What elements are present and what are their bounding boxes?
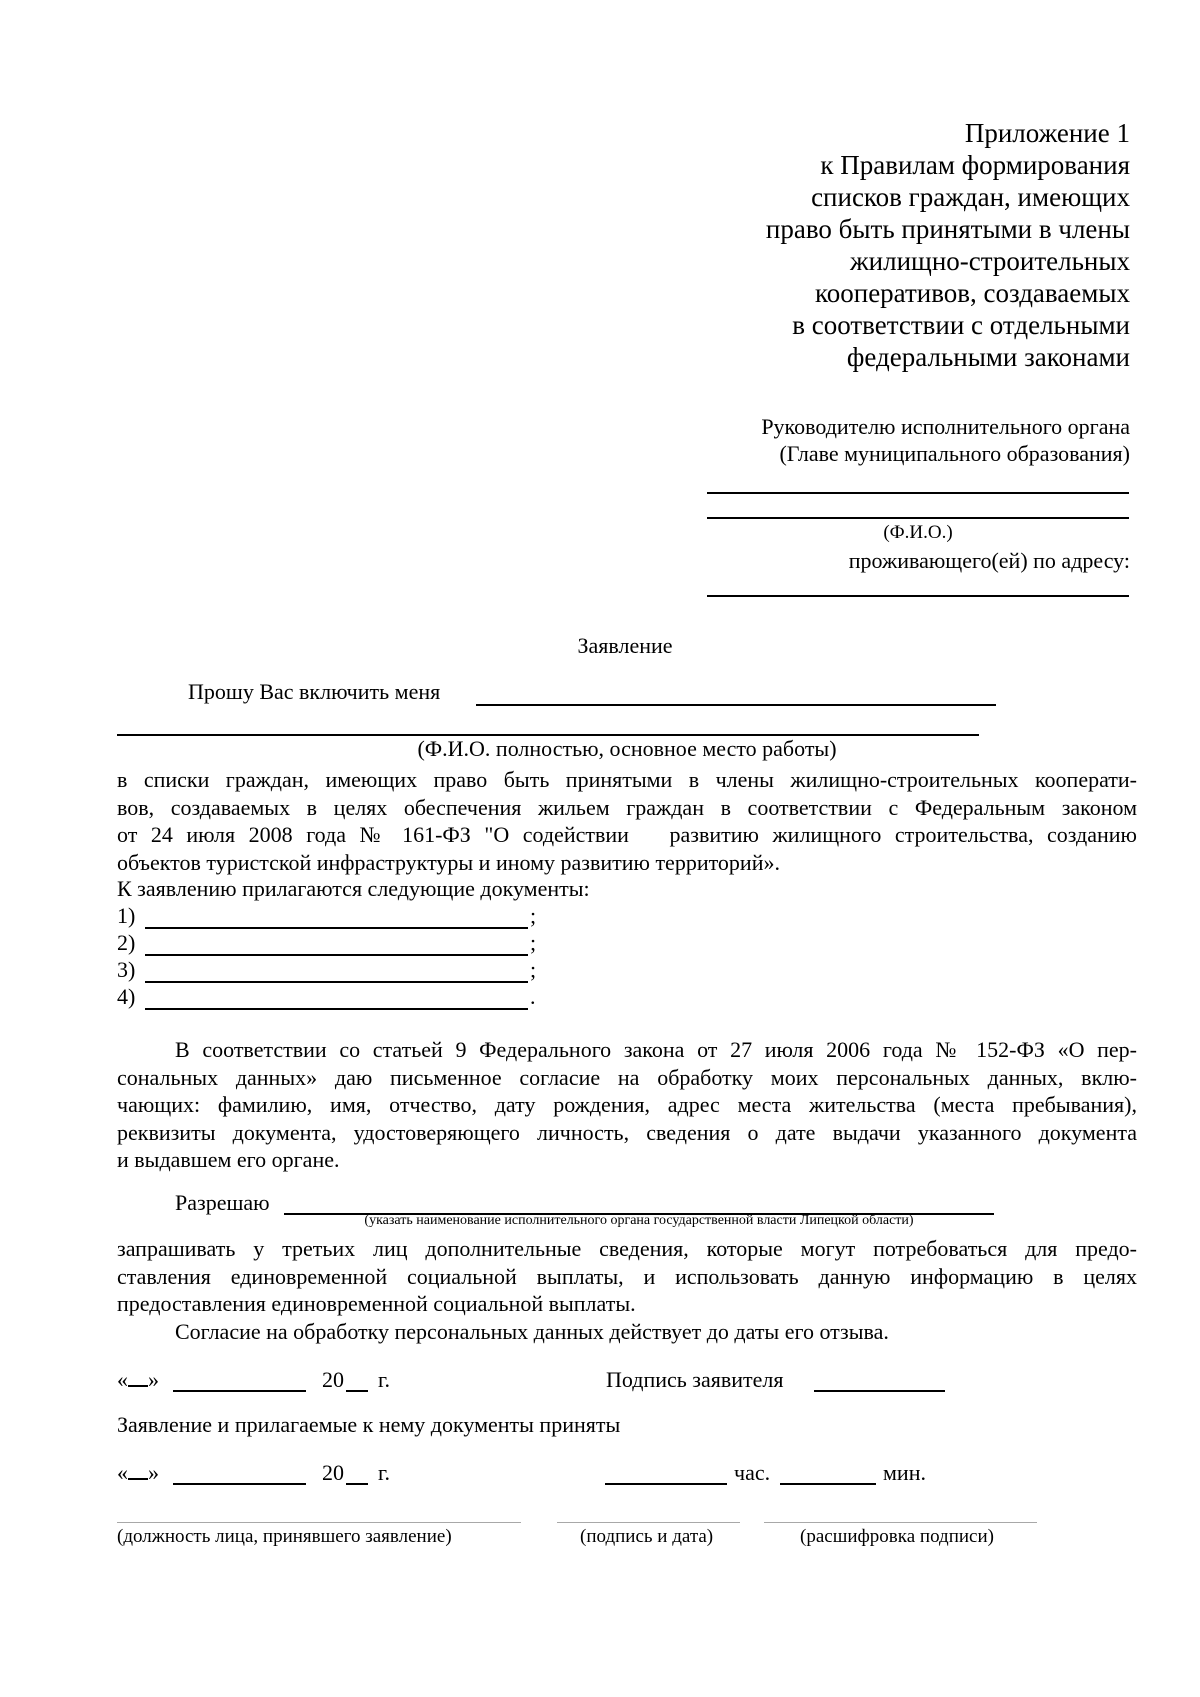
body-line: от 24 июля 2008 года № 161-ФЗ "О содействии развитию жилищного строительства, созданию	[117, 822, 1137, 847]
body-line: в списки граждан, имеющих право быть принятыми в члены жилищно-строительных кооперати-	[117, 767, 1137, 792]
year-prefix: 20	[322, 1367, 344, 1392]
permission-line: ставления единовременной социальной выплаты, и использовать данную информацию в целях	[117, 1263, 1137, 1289]
attachment-end: .	[530, 984, 536, 1009]
attachment-fill-line[interactable]	[145, 981, 528, 983]
permission-lead: Разрешаю	[175, 1190, 270, 1215]
permission-caption: (указать наименование исполнительного органа государственной власти Липецкой области)	[364, 1213, 914, 1228]
body-line: объектов туристской инфраструктуры и иному развитию территорий».	[117, 849, 780, 875]
attachment-number: 3)	[117, 957, 136, 982]
appendix-line: кооперативов, создаваемых	[815, 278, 1130, 308]
decoding-fill-line[interactable]	[764, 1522, 1037, 1523]
signature-fill-line[interactable]	[814, 1390, 945, 1392]
close-quote: »	[148, 1460, 159, 1485]
consent-line: чающих: фамилию, имя, отчество, дату рождения, адрес места жительства (места пребывания),	[117, 1092, 1137, 1117]
request-body	[117, 766, 1137, 876]
address-fill-line[interactable]	[707, 595, 1129, 597]
consent-line: сональных данных» даю письменное согласие на обработку моих персональных данных, вклю-	[117, 1064, 1137, 1090]
attachments-heading: К заявлению прилагаются следующие документы:	[117, 876, 590, 901]
attachment-end: ;	[530, 903, 537, 928]
day-blank[interactable]	[128, 1460, 148, 1480]
attachment-item	[117, 930, 135, 956]
residing-label: проживающего(ей) по адресу:	[848, 548, 1130, 573]
addressee-line-1: Руководителю исполнительного органа	[761, 414, 1130, 439]
open-quote: «	[117, 1367, 128, 1392]
attachment-end: ;	[530, 957, 537, 982]
attachment-number: 2)	[117, 930, 136, 955]
permission-paragraph	[117, 1235, 1137, 1345]
appendix-line: жилищно-строительных	[850, 246, 1130, 276]
hours-fill-line[interactable]	[605, 1483, 727, 1485]
appendix-block	[530, 117, 1130, 373]
attachment-item	[117, 903, 135, 929]
attachment-fill-line[interactable]	[145, 954, 528, 956]
minutes-label: мин.	[883, 1460, 926, 1485]
validity-line: Согласие на обработку персональных данных действует до даты его отзыва.	[175, 1318, 889, 1344]
request-lead: Прошу Вас включить меня	[188, 679, 441, 704]
signature-date-fill-line[interactable]	[557, 1522, 740, 1523]
appendix-line: право быть принятыми в члены	[765, 214, 1130, 244]
hours-label: час.	[734, 1460, 771, 1485]
month-fill-line[interactable]	[173, 1483, 306, 1485]
consent-line: и выдавшем его органе.	[117, 1147, 340, 1172]
attachment-item	[117, 984, 135, 1010]
attachment-number: 1)	[117, 903, 136, 928]
position-fill-line[interactable]	[117, 1522, 521, 1523]
attachment-item	[117, 957, 135, 983]
attachment-number: 4)	[117, 984, 136, 1009]
open-quote: «	[117, 1460, 128, 1485]
addressee-fill-line-1[interactable]	[707, 492, 1129, 494]
accepted-text: Заявление и прилагаемые к нему документы приняты	[117, 1412, 621, 1437]
accepted-date-row	[117, 1460, 159, 1486]
consent-line: В соответствии со статьей 9 Федерального закона от 27 июля 2006 года № 152-ФЗ «О пер-	[175, 1037, 1137, 1062]
addressee-fill-line-2[interactable]	[707, 517, 1129, 519]
attachment-fill-line[interactable]	[145, 927, 528, 929]
request-fio-line-1[interactable]	[476, 704, 996, 706]
year-blank[interactable]	[346, 1390, 368, 1392]
consent-paragraph	[117, 1036, 1137, 1174]
appendix-line: федеральными законами	[846, 342, 1130, 372]
minutes-fill-line[interactable]	[780, 1483, 876, 1485]
document-title: Заявление	[577, 633, 673, 658]
permission-line: предоставления единовременной социальной выплаты.	[117, 1291, 636, 1316]
month-fill-line[interactable]	[173, 1390, 306, 1392]
request-fio-caption: (Ф.И.О. полностью, основное место работы)	[417, 736, 837, 761]
permission-line: запрашивать у третьих лиц дополнительные сведения, которые могут потребоваться для предо-	[117, 1236, 1137, 1261]
date-row	[117, 1367, 159, 1393]
attachment-fill-line[interactable]	[145, 1008, 528, 1010]
year-suffix: г.	[378, 1460, 391, 1485]
addressee-line-2: (Главе муниципального образования)	[779, 441, 1130, 466]
appendix-line: к Правилам формирования	[820, 150, 1130, 180]
year-blank[interactable]	[346, 1483, 368, 1485]
attachment-end: ;	[530, 930, 537, 955]
day-blank[interactable]	[128, 1367, 148, 1387]
appendix-line: в соответствии с отдельными	[792, 310, 1130, 340]
fio-caption: (Ф.И.О.)	[883, 522, 953, 543]
close-quote: »	[148, 1367, 159, 1392]
year-suffix: г.	[378, 1367, 391, 1392]
signature-label: Подпись заявителя	[606, 1367, 784, 1392]
year-prefix: 20	[322, 1460, 344, 1485]
position-caption: (должность лица, принявшего заявление)	[117, 1526, 452, 1547]
body-line: вов, создаваемых в целях обеспечения жильем граждан в соответствии с Федеральным законом	[117, 794, 1137, 820]
consent-line: реквизиты документа, удостоверяющего личность, сведения о дате выдачи указанного документа	[117, 1119, 1137, 1145]
appendix-line: Приложение 1	[964, 118, 1130, 148]
appendix-line: списков граждан, имеющих	[811, 182, 1130, 212]
decoding-caption: (расшифровка подписи)	[800, 1526, 994, 1547]
signature-date-caption: (подпись и дата)	[580, 1526, 714, 1547]
